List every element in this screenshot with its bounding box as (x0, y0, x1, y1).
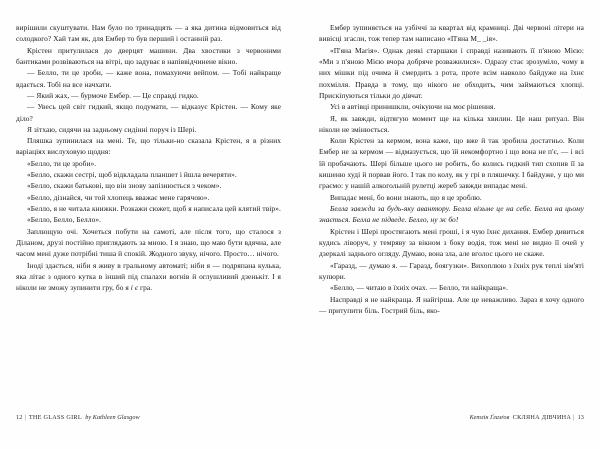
paragraph: — Увесь цей світ гидкий, якщо подумати, — відказує Крістен. — Кому яке діло? (16, 102, 281, 123)
paragraph: Коли Крістен за кермом, вона каже, що вже й так зробила достатньо. Коли Ембер не за кермом — відмазується, що їй некомфортно і що вона не п'є, — і всі їй пробачають. Шері більше цього не робить, бо колись гидкий тип схопив її за кишеню худі й порвав його. І так по колу, як у грі в пляшечку. І байдуже, у що ми граємо: у нашій алкогольній рулетці жереб завжди випадає мені. (319, 136, 584, 191)
emphasized-phrase: і є (130, 283, 139, 293)
paragraph: Насправді я не найкраща. Я найгірша. Але це неважливо. Зараз я хочу одного — притупити біль. Гострий біль, яко- (319, 294, 584, 315)
author-byline: Кетлін Ґлазґов (469, 414, 510, 421)
paragraph: Крістен притулилася до дверцят машини. Два хвостики з червоними бантиками розвіваються на вітрі, що задуває в напіввідчинене вікно. (16, 45, 281, 66)
paragraph-tail: гра. (138, 283, 153, 293)
paragraph: «Белло, ти це зроби». (27, 158, 97, 168)
paragraph: Я зітхаю, сидячи на задньому сидінні поруч із Шері. (27, 124, 197, 134)
paragraph: «Белло, — читаю в їхніх очах. — Белло, ти найкраща». (330, 283, 509, 293)
paragraph-text: Іноді здається, ніби я живу в гральному автоматі; ніби я — подряпана кулька, яка літає з одного кутка в інший під спалахи вогнів й оглушливий дзенькіт. І я ніколи не зможу зупинити гру, бо я (16, 260, 281, 293)
paragraph: Випадає мені, бо вони знають, що я це зроблю. (330, 192, 482, 202)
right-page-footer (470, 414, 584, 421)
paragraph-with-emphasis (16, 260, 281, 294)
paragraph: — Який жах, — бурмоче Ембер. — Це справді гидко. (27, 90, 199, 100)
left-page-body (16, 22, 281, 294)
author-byline: by Kathleen Glasgow (85, 414, 140, 421)
running-title: СКЛЯНА ДІВЧИНА (512, 414, 572, 421)
paragraph: Ембер зупиняється на узбіччі за квартал від крамниці. Дві червоні літери на вивісці згасли, тож тепер там написано «П'яна М_ _ія». (319, 23, 584, 44)
paragraph: «Белло, я не читала книжки. Розкажи сюжет, щоб я написала цей клятий твір». (27, 204, 281, 213)
paragraph: — Белло, ти це зроби, — каже вона, помахуючи вейпом. — Тобі найкраще вдається. Тобі на все начхати. (16, 68, 281, 89)
paragraph: Крістен і Шері простягають мені гроші, і я чую їхнє дихання. Ембер дивиться кудись ліворуч, у темряву за вікном з боку водія, тож мені не видно її очей у дзеркалі заднього огляду. Думаю, вона зла, але вголос цього не скаже. (319, 226, 584, 259)
right-page (300, 0, 600, 449)
left-page-footer (16, 414, 140, 421)
paragraph: «Гаразд, — думаю я. — Гаразд, боягузки». Вихоплюю з їхніх рук теплі зім'яті купюри. (319, 260, 584, 281)
paragraph: Усі в автівці принишкли, очікуючи на моє рішення. (330, 102, 496, 112)
running-title: THE GLASS GIRL (28, 414, 82, 421)
footer-separator: | (573, 414, 575, 421)
paragraph: вирішили скуштувати. Нам було по тринадцять — а яка дитина відмовиться від солодкого? Хай там як, для Ембер то був перший і останній раз. (16, 23, 281, 44)
paragraph: «Белло, дізнайся, чи той хлопець вважає мене гарячою». (27, 192, 210, 202)
paragraph: Белла завжди за будь-яку авантюру. Белла візьме це на себе. Белла на цьому знається. Белла не підведе. Белло, ну ж бо! (319, 204, 584, 225)
page-number: 13 (577, 414, 584, 421)
footer-separator: | (24, 414, 26, 421)
paragraph: Я, як завжди, відтягую момент ще на кілька хвилин. Це наш ритуал. Він ніколи не змінюється. (319, 113, 584, 134)
paragraph: Пляшка зупинилася на мені. Те, що тільки-но сказала Крістен, я в різних варіаціях вислуховую щодня: (16, 136, 281, 157)
right-page-body (319, 22, 584, 316)
paragraph: «П'яна Магія». Однак деякі старшаки і справді називають її п'яною Мією: «Ми з п'яною Мією вчора добряче розважилися». Одразу стає зрозуміло, чому в них мішки під очима й смердить з рота, проте всім навколо байдуже на їхнє похмілля. Правда в тому, що нікого не обходить, чим займаються хлопці. Прискіпуються тільки до дівчат. (319, 45, 584, 100)
paragraph: «Белло, скажи сестрі, щоб відкладала планшет і йшла вечеряти». (27, 170, 237, 180)
paragraph: «Белло, Белло, Белло». (27, 215, 102, 225)
page-number: 12 (16, 414, 23, 421)
paragraph: Заплющую очі. Хочеться побути на самоті, але після того, що сталося з Діланом, друзі постійно приглядають за мною. І я знаю, що маю бути вдячна, але часом мені дуже потрібні тиша й спокій. Жодного звуку, нічого. Просто… нічого. (16, 226, 281, 259)
paragraph: «Белло, скажи батькові, що він знову запізнюється з чеком». (27, 181, 222, 191)
